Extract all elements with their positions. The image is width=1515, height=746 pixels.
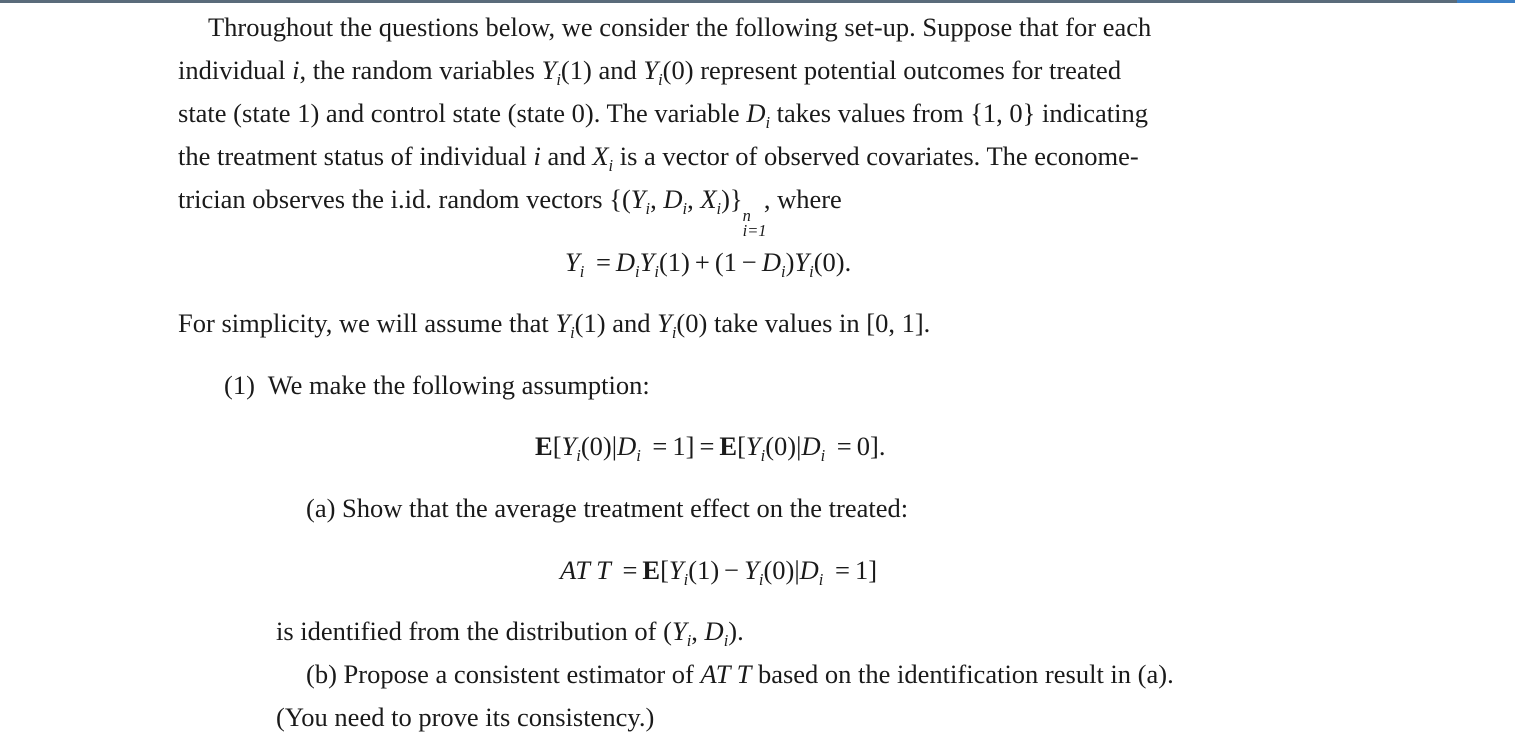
intro-text-4c: is a vector of observed covariates. The econome- — [619, 141, 1139, 171]
intro-line-5: trician observes the i.id. random vectors {($Y_i$, $D_i$, $X_i$)} n i=1 , where — [178, 184, 842, 240]
simplicity-line: For simplicity, we will assume that $Y_i(1)$ and $Y_i(0)$ take values in [0, 1]. — [178, 308, 931, 342]
intro-text-2c: and — [598, 55, 637, 85]
part-b-line-2 — [276, 700, 654, 734]
simplicity-text-b: and — [612, 308, 651, 338]
identified-line: is identified from the distribution of ($Y_i$, $D_i$). — [276, 616, 744, 650]
part-a-text: Show that the average treatment effect on the treated: — [342, 493, 909, 523]
simplicity-text-a: For simplicity, we will assume that — [178, 308, 549, 338]
intro-text-1: Throughout the questions below, we consider the following set-up. Suppose that for each — [208, 12, 1152, 42]
intro-text-3c: indicating — [1042, 98, 1149, 128]
part-b-text-b: based on the identification result in (a). — [757, 659, 1174, 689]
intro-text-2b: , the random variables — [299, 55, 535, 85]
identified-text: is identified from the distribution of — [276, 616, 657, 646]
intro-text-4a: the treatment status of individual — [178, 141, 527, 171]
intro-text-5a: trician observes the i.id. random vectors — [178, 184, 603, 214]
intro-text-4b: and — [547, 141, 586, 171]
part-b-text-c: (You need to prove its consistency.) — [276, 702, 655, 732]
simplicity-text-c: take values in — [713, 308, 860, 338]
equation-att: AT $T = E[Y_i(1) - Y_i(0)|D_i = 1]$ — [560, 555, 878, 589]
part-b-text-a: Propose a consistent estimator of — [343, 659, 694, 689]
question-1-number: (1) — [224, 370, 255, 400]
intro-line-3: state (state 1) and control state (state 0). The variable $D_i$ takes values from {1, 0} indicating — [178, 98, 1149, 132]
intro-line-2: individual i, the random variables $Y_i(1)$ and $Y_i(0)$ represent potential outcomes for treated — [178, 55, 1122, 89]
part-b-line: (b) Propose a consistent estimator of AT T based on the identification result in (a). — [306, 659, 1174, 689]
part-b-label: (b) — [306, 659, 337, 689]
top-border-accent — [1457, 0, 1515, 3]
intro-line-1 — [208, 10, 1151, 44]
top-border — [0, 0, 1515, 3]
intro-text-2a: individual — [178, 55, 286, 85]
intro-text-5b: , where — [763, 184, 842, 214]
equation-observed-outcome: $Y_i = D_iY_i(1) + (1 - D_i)Y_i(0)$. — [565, 247, 852, 281]
question-1-line — [224, 368, 650, 402]
part-a-label: (a) — [306, 493, 336, 523]
intro-text-3b: takes values from — [776, 98, 964, 128]
intro-text-2d: represent potential outcomes for treated — [700, 55, 1122, 85]
part-a-line — [306, 491, 908, 525]
intro-line-4: the treatment status of individual i and $X_i$ is a vector of observed covariates. The econome- — [178, 141, 1139, 175]
intro-text-3a: state (state 1) and control state (state 0). The variable — [178, 98, 740, 128]
equation-assumption: $E[Y_i(0)|D_i = 1] = E[Y_i(0)|D_i = 0]$. — [535, 431, 886, 465]
question-1-text: We make the following assumption: — [267, 370, 650, 400]
